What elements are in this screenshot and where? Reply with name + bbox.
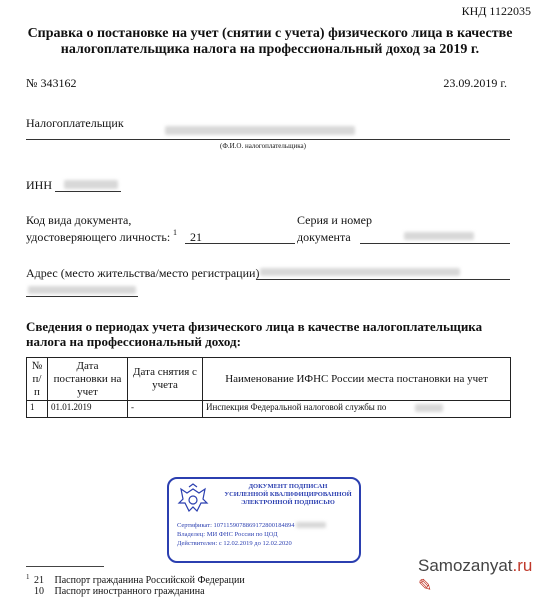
cell-deregistration-date: - — [128, 401, 203, 418]
knd-code: КНД 1122035 — [461, 4, 531, 18]
col-header-registration-date: Дата постановки на учет — [48, 358, 128, 401]
doc-series-label-1: Серия и номер — [297, 213, 372, 227]
doc-type-label-1: Код вида документа, — [26, 213, 132, 227]
footnote-1 — [26, 572, 245, 586]
cell-registration-date: 01.01.2019 — [48, 401, 128, 418]
ifns-redacted — [415, 404, 443, 412]
doc-series-line — [360, 243, 510, 244]
taxpayer-line — [26, 139, 510, 140]
inn-label: ИНН — [26, 178, 52, 192]
electronic-signature-stamp — [167, 477, 361, 563]
pen-icon: ✎ — [418, 576, 433, 595]
stamp-validity: Действителен: с 12.02.2019 до 12.02.2020 — [177, 540, 292, 547]
address-redacted-2 — [28, 286, 136, 294]
footnote-mark: 1 — [26, 573, 30, 581]
doc-series-label-2: документа — [297, 230, 351, 244]
doc-type-label-2: удостоверяющего личность: — [26, 230, 171, 244]
doc-series-redacted — [404, 232, 474, 240]
stamp-certificate-text: Сертификат: 1071159078869172800184894 — [177, 522, 295, 529]
footnote-ref: 1 — [173, 228, 177, 237]
watermark-tld: .ru — [512, 556, 533, 575]
doc-type-value: 21 — [190, 230, 202, 244]
periods-heading: Сведения о периодах учета физического лица в качестве налогоплательщика налога на профессиональный доход: — [26, 319, 483, 349]
taxpayer-name-redacted — [165, 126, 355, 135]
table-header-row — [27, 358, 511, 401]
periods-table — [26, 357, 511, 418]
footnote-1-code: 21 — [34, 575, 44, 587]
certificate-date: 23.09.2019 г. — [443, 76, 507, 90]
taxpayer-caption: (Ф.И.О. налогоплательщика) — [220, 142, 306, 150]
document-title: Справка о постановке на учет (снятии с учета) физического лица в качестве налогоплательщика налога на профессиональный доход за 2019 г. — [27, 26, 513, 57]
footnote-2 — [26, 586, 245, 597]
stamp-header — [223, 483, 353, 507]
footnote-2-text: Паспорт иностранного гражданина — [54, 586, 205, 598]
address-line-2 — [26, 296, 138, 297]
inn-line — [55, 191, 121, 192]
taxpayer-label: Налогоплательщик — [26, 116, 124, 130]
address-line-1 — [256, 279, 510, 280]
inn-redacted — [64, 180, 118, 189]
certificate-number: № 343162 — [26, 76, 77, 90]
footnote-divider — [26, 566, 104, 567]
stamp-details — [177, 521, 326, 548]
cell-ifns — [203, 401, 511, 418]
address-label: Адрес (место жительства/место регистрации) — [26, 266, 260, 280]
doc-type-line — [185, 243, 295, 244]
address-redacted-1 — [260, 268, 460, 276]
cell-number: 1 — [27, 401, 48, 418]
cert-redacted — [296, 522, 326, 528]
stamp-owner: Владелец: МИ ФНС России по ЦОД — [177, 531, 278, 538]
cell-ifns-text: Инспекция Федеральной налоговой службы по — [206, 402, 387, 412]
stamp-line-1: ДОКУМЕНТ ПОДПИСАН — [248, 483, 328, 490]
footnotes — [26, 572, 245, 597]
coat-of-arms-icon — [175, 483, 211, 517]
watermark-name: Samozanyat — [418, 556, 513, 575]
stamp-line-3: ЭЛЕКТРОННОЙ ПОДПИСЬЮ — [241, 499, 335, 506]
stamp-line-2: УСИЛЕННОЙ КВАЛИФИЦИРОВАННОЙ — [224, 491, 352, 498]
col-header-deregistration-date: Дата снятия с учета — [128, 358, 203, 401]
footnote-2-code: 10 — [34, 586, 44, 598]
footnote-1-text: Паспорт гражданина Российской Федерации — [54, 575, 245, 587]
col-header-ifns: Наименование ИФНС России места постановки на учет — [203, 358, 511, 401]
stamp-certificate — [177, 521, 326, 530]
table-row — [27, 401, 511, 418]
col-header-number: № п/п — [27, 358, 48, 401]
site-watermark — [418, 556, 541, 596]
